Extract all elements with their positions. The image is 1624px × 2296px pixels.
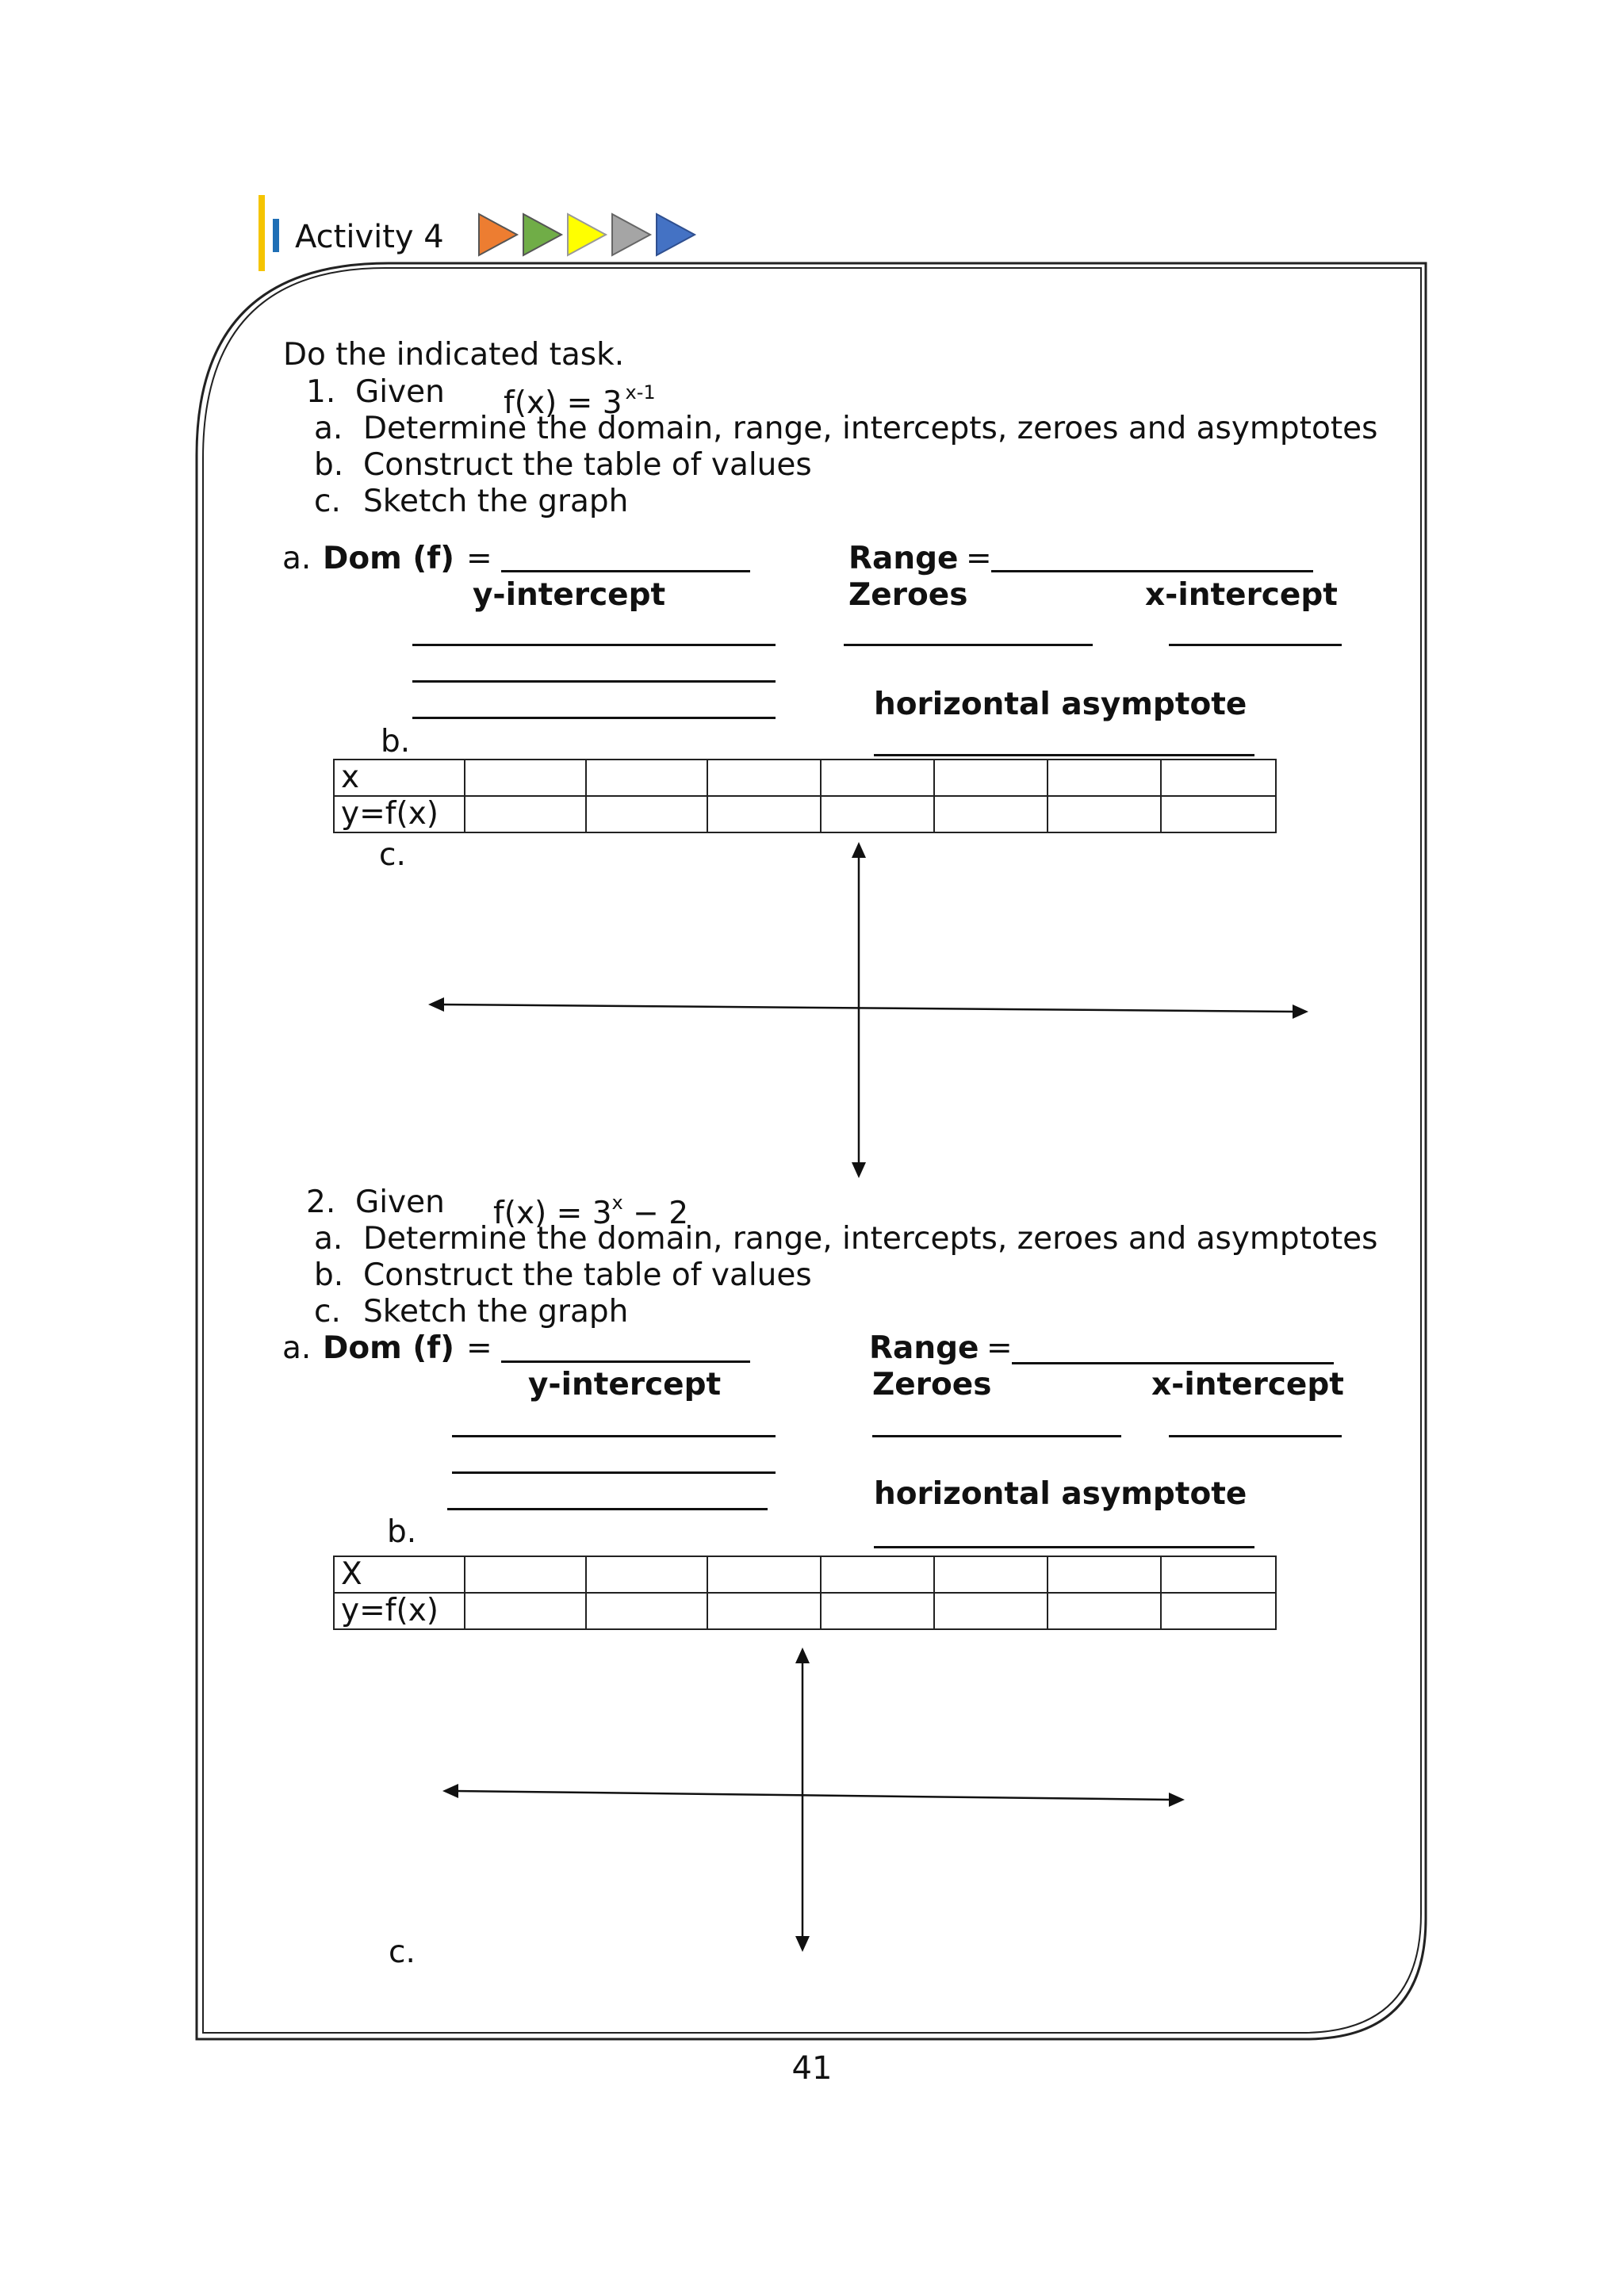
problem-2-function-rest: − 2	[622, 1196, 689, 1231]
problem-2-function-exponent: x	[611, 1192, 623, 1214]
instruction-text: Do the indicated task.	[283, 337, 625, 373]
problem-1-part-c-letter: c.	[379, 837, 406, 873]
problem-1-zeroes-label: Zeroes	[848, 577, 968, 613]
problem-1-dom-equals: =	[466, 541, 492, 576]
problem-1-y-intercept-label: y-intercept	[473, 577, 666, 613]
problem-2-x-axis-left-arrow	[442, 1784, 458, 1798]
problem-2-horizontal-asymptote-label: horizontal asymptote	[874, 1476, 1247, 1512]
page-number: 41	[791, 2050, 833, 2087]
problem-2-task-c-text: Sketch the graph	[363, 1294, 629, 1330]
problem-1-dom-label: Dom (f)	[323, 541, 454, 576]
problem-1-task-a-text: Determine the domain, range, intercepts, zeroes and asymptotes	[363, 411, 1378, 446]
problem-1-given: Given	[355, 374, 445, 410]
problem-2-y-axis-down-arrow	[795, 1936, 810, 1952]
problem-2-range-label: Range	[869, 1330, 979, 1366]
problem-2-x-intercept-label: x-intercept	[1151, 1367, 1344, 1402]
problem-2-table-y-label: y=f(x)	[334, 1593, 465, 1629]
problem-2-dom-equals: =	[466, 1330, 492, 1366]
problem-2-part-a-letter: a.	[282, 1330, 312, 1366]
problem-2-function-main: f(x) = 3	[493, 1196, 612, 1231]
problem-2-y-intercept-label: y-intercept	[528, 1367, 722, 1402]
problem-1-part-a-letter: a.	[282, 541, 312, 576]
problem-2-given: Given	[355, 1184, 445, 1220]
problem-1-task-c-letter: c.	[314, 484, 341, 519]
problem-1-part-b-letter: b.	[381, 724, 411, 760]
problem-2-part-c-letter: c.	[389, 1934, 416, 1970]
problem-1-task-b-text: Construct the table of values	[363, 447, 812, 483]
problem-1-task-b-letter: b.	[314, 447, 344, 483]
problem-2-x-axis-right-arrow	[1169, 1793, 1185, 1807]
problem-2-task-b-text: Construct the table of values	[363, 1257, 812, 1293]
problem-1-x-intercept-label: x-intercept	[1145, 577, 1338, 613]
problem-1-function-exponent: x-1	[625, 381, 656, 404]
problem-1-function-main: f(x) = 3	[504, 385, 622, 421]
problem-2-range-equals: =	[986, 1330, 1013, 1366]
problem-1-horizontal-asymptote-label: horizontal asymptote	[874, 687, 1247, 722]
problem-1-task-c-text: Sketch the graph	[363, 484, 629, 519]
activity-title: Activity 4	[295, 219, 444, 255]
problem-1-number: 1.	[306, 374, 336, 410]
problem-1-range-equals: =	[966, 541, 992, 576]
problem-2-task-a-text: Determine the domain, range, intercepts, zeroes and asymptotes	[363, 1221, 1378, 1257]
problem-2-number: 2.	[306, 1184, 336, 1220]
problem-2-table-x-label: X	[334, 1556, 465, 1593]
problem-2-task-a-letter: a.	[314, 1221, 343, 1257]
problem-2-y-axis-up-arrow	[795, 1647, 810, 1663]
problem-2-zeroes-label: Zeroes	[872, 1367, 992, 1402]
problem-1-table-x-label: x	[334, 760, 465, 796]
problem-1-range-label: Range	[848, 541, 959, 576]
problem-2-task-b-letter: b.	[314, 1257, 344, 1293]
problem-2-dom-label: Dom (f)	[323, 1330, 454, 1366]
problem-1-task-a-letter: a.	[314, 411, 343, 446]
problem-2-x-axis	[455, 1791, 1170, 1800]
problem-2-task-c-letter: c.	[314, 1294, 341, 1330]
problem-2-part-b-letter: b.	[387, 1514, 417, 1550]
problem-1-table-y-label: y=f(x)	[334, 796, 465, 832]
